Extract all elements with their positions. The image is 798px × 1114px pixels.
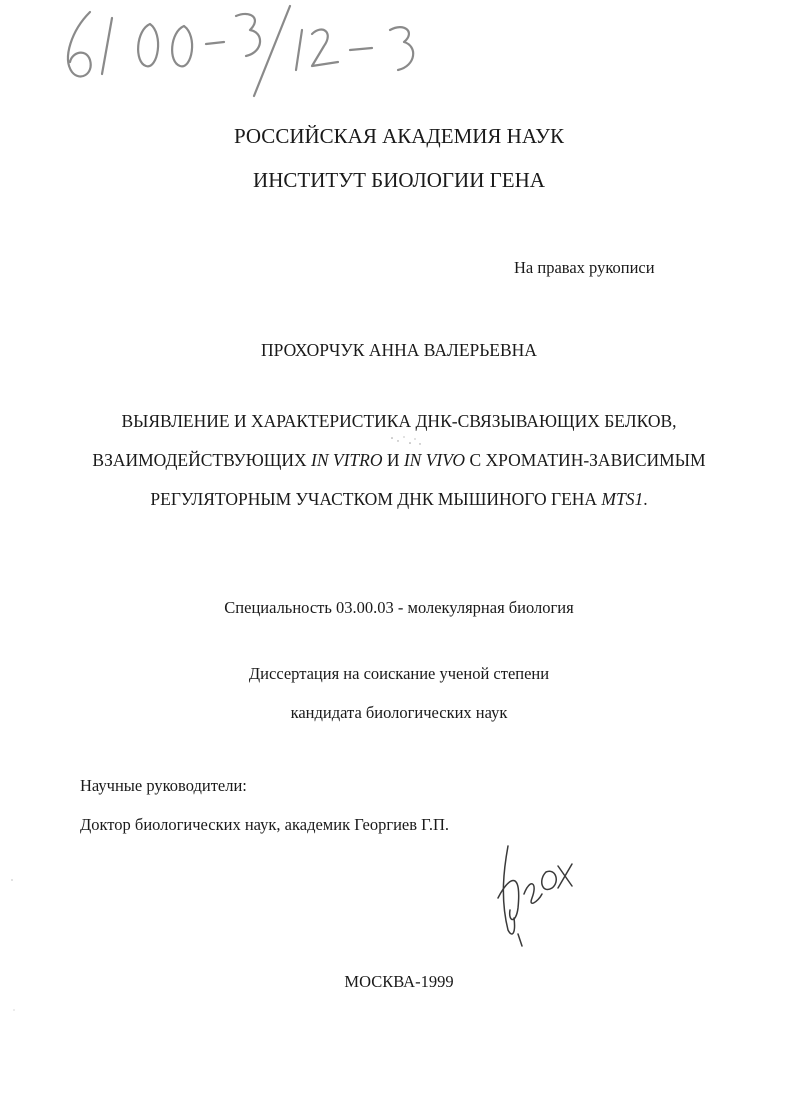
title-text: РЕГУЛЯТОРНЫМ УЧАСТКОМ ДНК МЫШИНОГО ГЕНА — [150, 489, 602, 509]
supervisors-label: Научные руководители: — [80, 776, 247, 795]
title-text: С ХРОМАТИН-ЗАВИСИМЫМ — [465, 450, 706, 470]
author-name: ПРОХОРЧУК АННА ВАЛЕРЬЕВНА — [261, 340, 537, 360]
title-text: ВЗАИМОДЕЙСТВУЮЩИХ — [92, 450, 312, 470]
institute-name: ИНСТИТУТ БИОЛОГИИ ГЕНА — [253, 168, 545, 192]
supervisor-1: Доктор биологических наук, академик Георгиев Г.П. — [80, 815, 450, 834]
city-year: МОСКВА-1999 — [344, 972, 454, 991]
title-italic-in-vitro: IN VITRO — [311, 450, 383, 470]
signature — [478, 838, 578, 948]
specialty: Специальность 03.00.03 - молекулярная биология — [224, 598, 574, 617]
title-text: И — [382, 450, 404, 470]
degree-line-2: кандидата биологических наук — [290, 703, 508, 722]
thesis-title-line-2 — [0, 450, 798, 471]
thesis-title-line-3 — [0, 489, 798, 510]
handwritten-archive-number — [50, 0, 450, 110]
thesis-title-line-1: ВЫЯВЛЕНИЕ И ХАРАКТЕРИСТИКА ДНК-СВЯЗЫВАЮЩИХ БЕЛКОВ, — [121, 411, 677, 431]
rights-note: На правах рукописи — [514, 258, 655, 277]
academy-name: РОССИЙСКАЯ АКАДЕМИЯ НАУК — [233, 124, 565, 148]
title-italic-in-vivo: IN VIVO — [403, 450, 466, 470]
title-italic-gene-name: MTS1 — [601, 489, 644, 509]
title-text: . — [643, 489, 648, 509]
degree-line-1: Диссертация на соискание ученой степени — [248, 664, 550, 683]
